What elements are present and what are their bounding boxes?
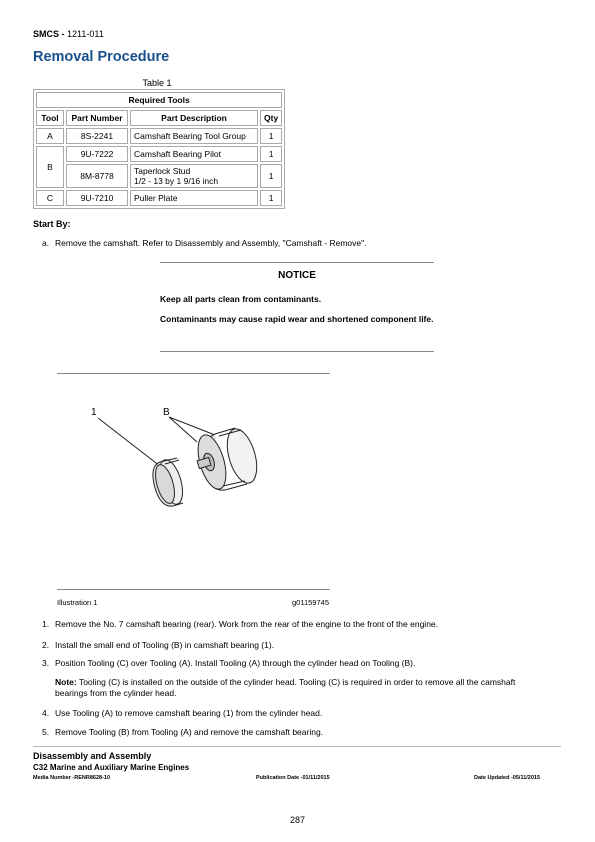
callout-label: B xyxy=(163,407,170,418)
step-text: Install the small end of Tooling (B) in camshaft bearing (1). xyxy=(55,640,275,650)
notice-line: Contaminants may cause rapid wear and shortened component life. xyxy=(160,314,434,324)
cell-tool: B xyxy=(36,146,64,188)
camshaft-bearing-illustration xyxy=(57,380,330,585)
footer-product: C32 Marine and Auxiliary Marine Engines xyxy=(33,763,190,772)
cell-qty: 1 xyxy=(260,164,282,188)
required-tools-table xyxy=(33,89,285,209)
column-header: Qty xyxy=(260,110,282,126)
desc-line: Taperlock Stud xyxy=(134,166,191,176)
footer-date-updated: Date Updated -05/11/2015 xyxy=(474,775,541,781)
cell-part: 9U-7210 xyxy=(66,190,128,206)
step-number: 2. xyxy=(42,640,50,650)
step-text: Position Tooling (C) over Tooling (A). Install Tooling (A) through the cylinder head on Tooling (B). xyxy=(55,658,416,668)
note-label: Note: xyxy=(55,677,77,687)
column-header: Tool xyxy=(36,110,64,126)
table-row xyxy=(36,128,282,144)
notice-line: Keep all parts clean from contaminants. xyxy=(160,294,322,304)
cell-desc: Puller Plate xyxy=(130,190,258,206)
cell-tool: C xyxy=(36,190,64,206)
step-text: Use Tooling (A) to remove camshaft bearing (1) from the cylinder head. xyxy=(55,708,323,718)
step-text: Remove Tooling (B) from Tooling (A) and remove the camshaft bearing. xyxy=(55,727,324,737)
notice-title: NOTICE xyxy=(278,270,316,281)
cell-qty: 1 xyxy=(260,128,282,144)
step-number: 3. xyxy=(42,658,50,668)
notice-bottom-rule xyxy=(160,351,434,352)
table-row xyxy=(36,164,282,188)
smcs-code: SMCS - 1211-011 xyxy=(33,29,104,39)
step-number: 5. xyxy=(42,727,50,737)
illustration-caption: Illustration 1 xyxy=(57,598,98,607)
step-text: Remove the No. 7 camshaft bearing (rear). Work from the rear of the engine to the front of the engine. xyxy=(55,619,439,629)
step-number: 4. xyxy=(42,708,50,718)
cell-tool: A xyxy=(36,128,64,144)
note-text: bearings from the cylinder head. xyxy=(55,688,177,698)
cell-desc: Camshaft Bearing Pilot xyxy=(130,146,258,162)
column-header: Part Description xyxy=(130,110,258,126)
cell-qty: 1 xyxy=(260,190,282,206)
illustration-top-rule xyxy=(57,373,330,374)
cell-desc: Camshaft Bearing Tool Group xyxy=(130,128,258,144)
footer-section: Disassembly and Assembly xyxy=(33,751,152,761)
callout-label: 1 xyxy=(91,407,97,418)
table-row xyxy=(36,146,282,162)
page-title: Removal Procedure xyxy=(33,49,170,65)
footer-rule xyxy=(33,746,561,747)
table-heading: Required Tools xyxy=(36,92,282,108)
page-number: 287 xyxy=(289,815,306,825)
cell-part: 9U-7222 xyxy=(66,146,128,162)
cell-qty: 1 xyxy=(260,146,282,162)
table-row xyxy=(36,190,282,206)
illustration-id: g01159745 xyxy=(292,598,329,607)
step-text: Remove the camshaft. Refer to Disassembly and Assembly, "Camshaft - Remove". xyxy=(55,238,367,248)
cell-desc xyxy=(130,164,258,188)
column-header: Part Number xyxy=(66,110,128,126)
table-caption: Table 1 xyxy=(142,78,172,88)
step-number: a. xyxy=(42,238,50,248)
note-block xyxy=(55,677,555,699)
desc-line: 1/2 - 13 by 1 9/16 inch xyxy=(134,176,219,186)
footer-publication-date: Publication Date -01/11/2015 xyxy=(256,775,330,781)
illustration-bottom-rule xyxy=(57,589,330,590)
footer-media-number: Media Number -RENR8628-10 xyxy=(33,775,111,781)
cell-part: 8S-2241 xyxy=(66,128,128,144)
notice-top-rule xyxy=(160,262,434,263)
start-by-label: Start By: xyxy=(33,219,71,229)
step-number: 1. xyxy=(42,619,50,629)
note-text: Tooling (C) is installed on the outside of the cylinder head. Tooling (C) is required in order to remove all the camshaft xyxy=(76,677,516,687)
cell-part: 8M-8778 xyxy=(66,164,128,188)
